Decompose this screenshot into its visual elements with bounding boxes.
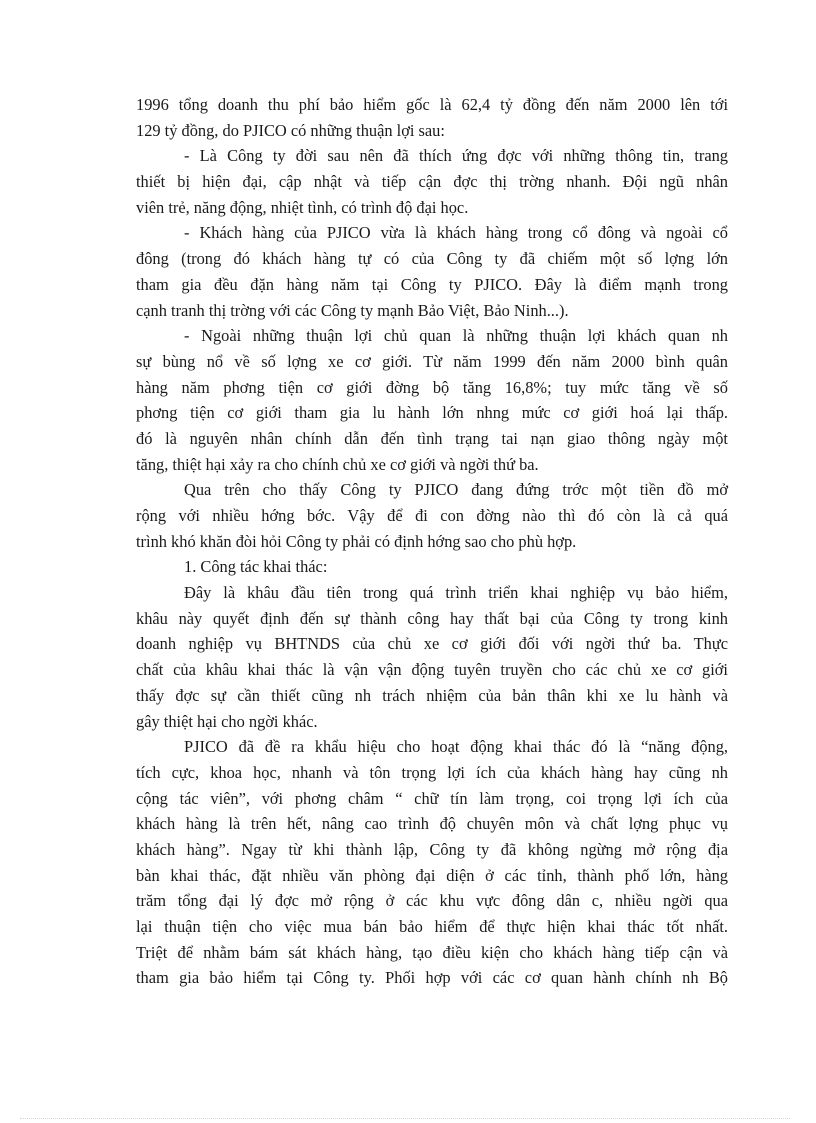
text-line: đó là nguyên nhân chính dẫn đến tình trạng tai nạn giao thông ngày một bbox=[136, 428, 728, 448]
text-line: bàn khai thác, đặt nhiều văn phòng đại diện ở các tỉnh, thành phố lớn, hàng bbox=[136, 865, 728, 885]
text-line: tham gia đều đặn hàng năm tại Công ty PJICO. Đây là điểm mạnh trong bbox=[136, 274, 728, 294]
text-line: 129 tỷ đồng, do PJICO có những thuận lợi sau: bbox=[136, 120, 445, 140]
text-line: viên trẻ, năng động, nhiệt tình, có trình độ đại học. bbox=[136, 197, 469, 217]
section-heading: 1. Công tác khai thác: bbox=[184, 557, 328, 577]
text-line: hàng năm phơng tiện cơ giới đờng bộ tăng 16,8%; tuy mức tăng về số bbox=[136, 377, 728, 397]
text-line: tăng, thiệt hại xảy ra cho chính chủ xe cơ giới và ngời thứ ba. bbox=[136, 454, 539, 474]
text-line: tích cực, khoa học, nhanh và tôn trọng lợi ích của khách hàng hay cũng nh bbox=[136, 762, 728, 782]
text-line: Qua trên cho thấy Công ty PJICO đang đứng trớc một tiền đồ mở bbox=[184, 480, 728, 500]
text-line: cộng tác viên”, với phơng châm “ chữ tín làm trọng, coi trọng lợi ích của bbox=[136, 788, 728, 808]
text-line: - Là Công ty đời sau nên đã thích ứng đợc với những thông tin, trang bbox=[184, 146, 728, 166]
text-line: 1996 tổng doanh thu phí bảo hiểm gốc là 62,4 tỷ đồng đến năm 2000 lên tới bbox=[136, 95, 728, 114]
text-line: khách hàng là trên hết, nâng cao trình độ chuyên môn và chất lợng phục vụ bbox=[136, 814, 728, 834]
text-line: rộng với nhiều hớng bớc. Vậy để đi con đờng nào thì đó còn là cả quá bbox=[136, 506, 728, 525]
text-line: lại thuận tiện cho việc mua bán bảo hiểm để thực hiện khai thác tốt nhất. bbox=[136, 917, 728, 936]
text-line: khâu này quyết định đến sự thành công hay thất bại của Công ty trong kinh bbox=[136, 608, 728, 628]
page-bottom-divider bbox=[20, 1118, 790, 1119]
text-line: - Khách hàng của PJICO vừa là khách hàng trong cổ đông và ngoài cổ bbox=[184, 223, 728, 243]
text-line: đông (trong đó khách hàng tự có của Công ty đã chiếm một số lợng lớn bbox=[136, 249, 728, 269]
text-line: - Ngoài những thuận lợi chủ quan là những thuận lợi khách quan nh bbox=[184, 326, 728, 346]
document-body bbox=[136, 92, 728, 991]
text-line: trình khó khăn đòi hỏi Công ty phải có định hớng sao cho phù hợp. bbox=[136, 531, 577, 551]
text-line: thấy đợc sự cần thiết cũng nh trách nhiệm của bản thân khi xe lu hành và bbox=[136, 685, 728, 705]
text-line: sự bùng nổ về số lợng xe cơ giới. Từ năm 1999 đến năm 2000 bình quân bbox=[136, 351, 728, 371]
text-line: PJICO đã đề ra khẩu hiệu cho hoạt động khai thác đó là “năng động, bbox=[184, 737, 728, 757]
text-line: phơng tiện cơ giới tham gia lu hành lớn nhng mức cơ giới hoá lại thấp. bbox=[136, 403, 728, 423]
text-line: trăm tổng đại lý đợc mở rộng ở các khu vực đông dân c, nhiều ngời qua bbox=[136, 891, 728, 911]
text-line: chất của khâu khai thác là vận vận động tuyên truyền cho các chủ xe cơ giới bbox=[136, 660, 728, 680]
text-line: gây thiệt hại cho ngời khác. bbox=[136, 711, 318, 731]
text-line: doanh nghiệp vụ BHTNDS của chủ xe cơ giới đối với ngời thứ ba. Thực bbox=[136, 634, 728, 654]
text-line: Đây là khâu đầu tiên trong quá trình triển khai nghiệp vụ bảo hiểm, bbox=[184, 583, 728, 603]
text-line: thiết bị hiện đại, cập nhật và tiếp cận đợc thị trờng nhanh. Đội ngũ nhân bbox=[136, 172, 728, 192]
text-line: khách hàng”. Ngay từ khi thành lập, Công ty đã không ngừng mở rộng địa bbox=[136, 839, 728, 859]
text-line: cạnh tranh thị trờng với các Công ty mạnh Bảo Việt, Bảo Ninh...). bbox=[136, 300, 569, 320]
text-line: Triệt để nhằm bám sát khách hàng, tạo điều kiện cho khách hàng tiếp cận và bbox=[136, 942, 728, 962]
text-line: tham gia bảo hiểm tại Công ty. Phối hợp với các cơ quan hành chính nh Bộ bbox=[136, 968, 728, 988]
